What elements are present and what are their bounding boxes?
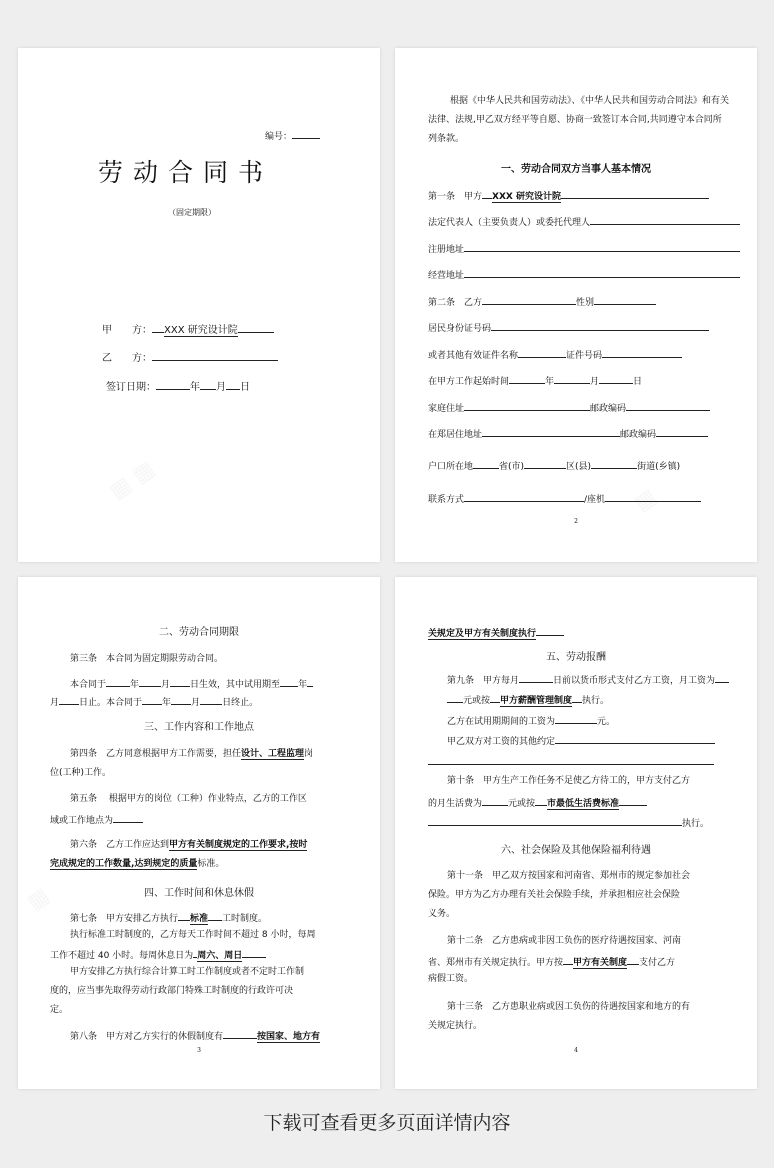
article-13-cont: 关规定执行。 bbox=[428, 1021, 483, 1031]
contract-number: 编号： bbox=[265, 128, 320, 143]
article-8-cont: 关规定及甲方有关制度执行 bbox=[428, 625, 564, 640]
standard-hours: 执行标准工时制度的，乙方每天工作时间不超过 8 小时，每周 bbox=[70, 930, 316, 940]
article-6-cont: 完成规定的工作数量,达到规定的质量标准。 bbox=[50, 859, 225, 869]
section-heading: 一、劳动合同双方当事人基本情况 bbox=[501, 164, 651, 175]
article-12: 第十二条 乙方患病或非因工负伤的医疗待遇按国家、河南 bbox=[447, 936, 682, 946]
comprehensive-hours-cont: 定。 bbox=[50, 1005, 69, 1015]
article-9-cont: 元或按 甲方薪酬管理制度 执行。 bbox=[447, 692, 609, 707]
intro-line: 法律、法规,甲乙双方经平等自愿、协商一致签订本合同,共同遵守本合同所 bbox=[428, 115, 722, 125]
article-4: 第四条 乙方同意根据甲方工作需要，担任设计、工程监理岗 bbox=[70, 749, 314, 759]
section-heading: 三、工作内容和工作地点 bbox=[144, 722, 254, 733]
article-5-cont: 域或工作地点为 bbox=[50, 812, 143, 827]
article-3: 第三条 本合同为固定期限劳动合同。 bbox=[70, 654, 224, 664]
legal-rep-row: 法定代表人（主要负责人）或委托代理人 bbox=[428, 214, 740, 229]
article-11: 第十一条 甲乙双方按国家和河南省、郑州市的规定参加社会 bbox=[447, 871, 691, 881]
home-addr-row: 家庭住址 邮政编码 bbox=[428, 400, 710, 415]
section-heading: 四、工作时间和休息休假 bbox=[144, 888, 254, 899]
page-4 bbox=[395, 577, 757, 1089]
comprehensive-hours-cont: 度的，应当事先取得劳动行政部门特殊工时制度的行政许可决 bbox=[50, 986, 294, 996]
section-heading: 六、社会保险及其他保险福利待遇 bbox=[501, 845, 651, 856]
watermark bbox=[105, 456, 159, 504]
article-12-cont: 病假工资。 bbox=[428, 974, 474, 984]
party-a-row: 甲 方： XXX 研究设计院 bbox=[102, 322, 274, 337]
standard-hours-cont: 工作不超过 40 小时。每周休息日为 周六、周日 bbox=[50, 947, 266, 962]
page-title: 劳动合同书 bbox=[98, 158, 274, 187]
other-wage-row: 甲乙双方对工资的其他约定 bbox=[447, 733, 715, 748]
article-9: 第九条 甲方每月 日前以货币形式支付乙方工资，月工资为 bbox=[447, 672, 729, 687]
section-heading: 二、劳动合同期限 bbox=[159, 627, 239, 638]
page-cover bbox=[18, 48, 380, 562]
article-10-cont-2: 执行。 bbox=[428, 815, 709, 830]
article-5: 第五条 根据甲方的岗位（工种）作业特点，乙方的工作区 bbox=[70, 794, 307, 804]
other-cert-row: 或者其他有效证件名称 证件号码 bbox=[428, 347, 682, 362]
watermark bbox=[630, 484, 661, 516]
contract-term-row-2: 月 日止。本合同于 年 月 日终止。 bbox=[50, 694, 258, 709]
page-number: 2 bbox=[574, 518, 578, 525]
intro-line: 根据《中华人民共和国劳动法》、《中华人民共和国劳动合同法》和有关 bbox=[450, 96, 730, 106]
start-work-row: 在甲方工作起始时间 年 月 日 bbox=[428, 373, 642, 388]
article-7: 第七条 甲方安排乙方执行 标准 工时制度。 bbox=[70, 910, 267, 925]
article-1: 第一条 甲方 XXX 研究设计院 bbox=[428, 188, 709, 203]
blank-line bbox=[428, 754, 714, 769]
sign-date-row: 签订日期： 年 月 日 bbox=[106, 379, 250, 394]
article-13: 第十三条 乙方患职业病或因工负伤的待遇按国家和地方的有 bbox=[447, 1002, 691, 1012]
id-row: 居民身份证号码 bbox=[428, 320, 709, 335]
article-11-cont: 保险。甲方为乙方办理有关社会保险手续，并承担相应社会保险 bbox=[428, 890, 681, 900]
party-b-row: 乙 方： bbox=[102, 350, 278, 365]
footer-caption: 下载可查看更多页面详情内容 bbox=[263, 1112, 511, 1134]
page-3 bbox=[18, 577, 380, 1089]
article-4-cont: 位(工种)工作。 bbox=[50, 768, 112, 778]
section-heading: 五、劳动报酬 bbox=[546, 652, 606, 663]
zz-addr-row: 在郑居住地址 邮政编码 bbox=[428, 426, 708, 441]
contact-row: 联系方式 /座机 bbox=[428, 491, 701, 506]
article-10: 第十条 甲方生产工作任务不足使乙方待工的，甲方支付乙方 bbox=[447, 776, 691, 786]
article-2: 第二条 乙方 性别 bbox=[428, 294, 656, 309]
article-12-cont: 省、郑州市有关规定执行。甲方按 甲方有关制度 支付乙方 bbox=[428, 954, 675, 969]
page-number: 4 bbox=[574, 1047, 578, 1054]
page-subtitle: （固定期限） bbox=[168, 208, 216, 217]
party-a-value: XXX 研究设计院 bbox=[164, 325, 238, 336]
intro-line: 列条款。 bbox=[428, 134, 465, 144]
article-10-cont: 的月生活费为 元或按 市最低生活费标准 bbox=[428, 795, 647, 810]
reg-addr-row: 注册地址 bbox=[428, 241, 740, 256]
page-number: 3 bbox=[197, 1047, 201, 1054]
article-6: 第六条 乙方工作应达到甲方有关制度规定的工作要求,按时 bbox=[70, 840, 308, 850]
page-2 bbox=[395, 48, 757, 562]
hukou-row: 户口所在地 省(市) 区(县) 街道(乡镇) bbox=[428, 458, 680, 473]
biz-addr-row: 经营地址 bbox=[428, 267, 740, 282]
contract-term-row: 本合同于 年 月 日生效，其中试用期至 年 bbox=[70, 676, 313, 691]
probation-wage-row: 乙方在试用期期间的工资为 元。 bbox=[447, 713, 615, 728]
article-11-cont: 义务。 bbox=[428, 909, 456, 919]
article-8: 第八条 甲方对乙方实行的休假制度有 按国家、地方有 bbox=[70, 1028, 320, 1043]
comprehensive-hours: 甲方安排乙方执行综合计算工时工作制度或者不定时工作制 bbox=[70, 967, 305, 977]
